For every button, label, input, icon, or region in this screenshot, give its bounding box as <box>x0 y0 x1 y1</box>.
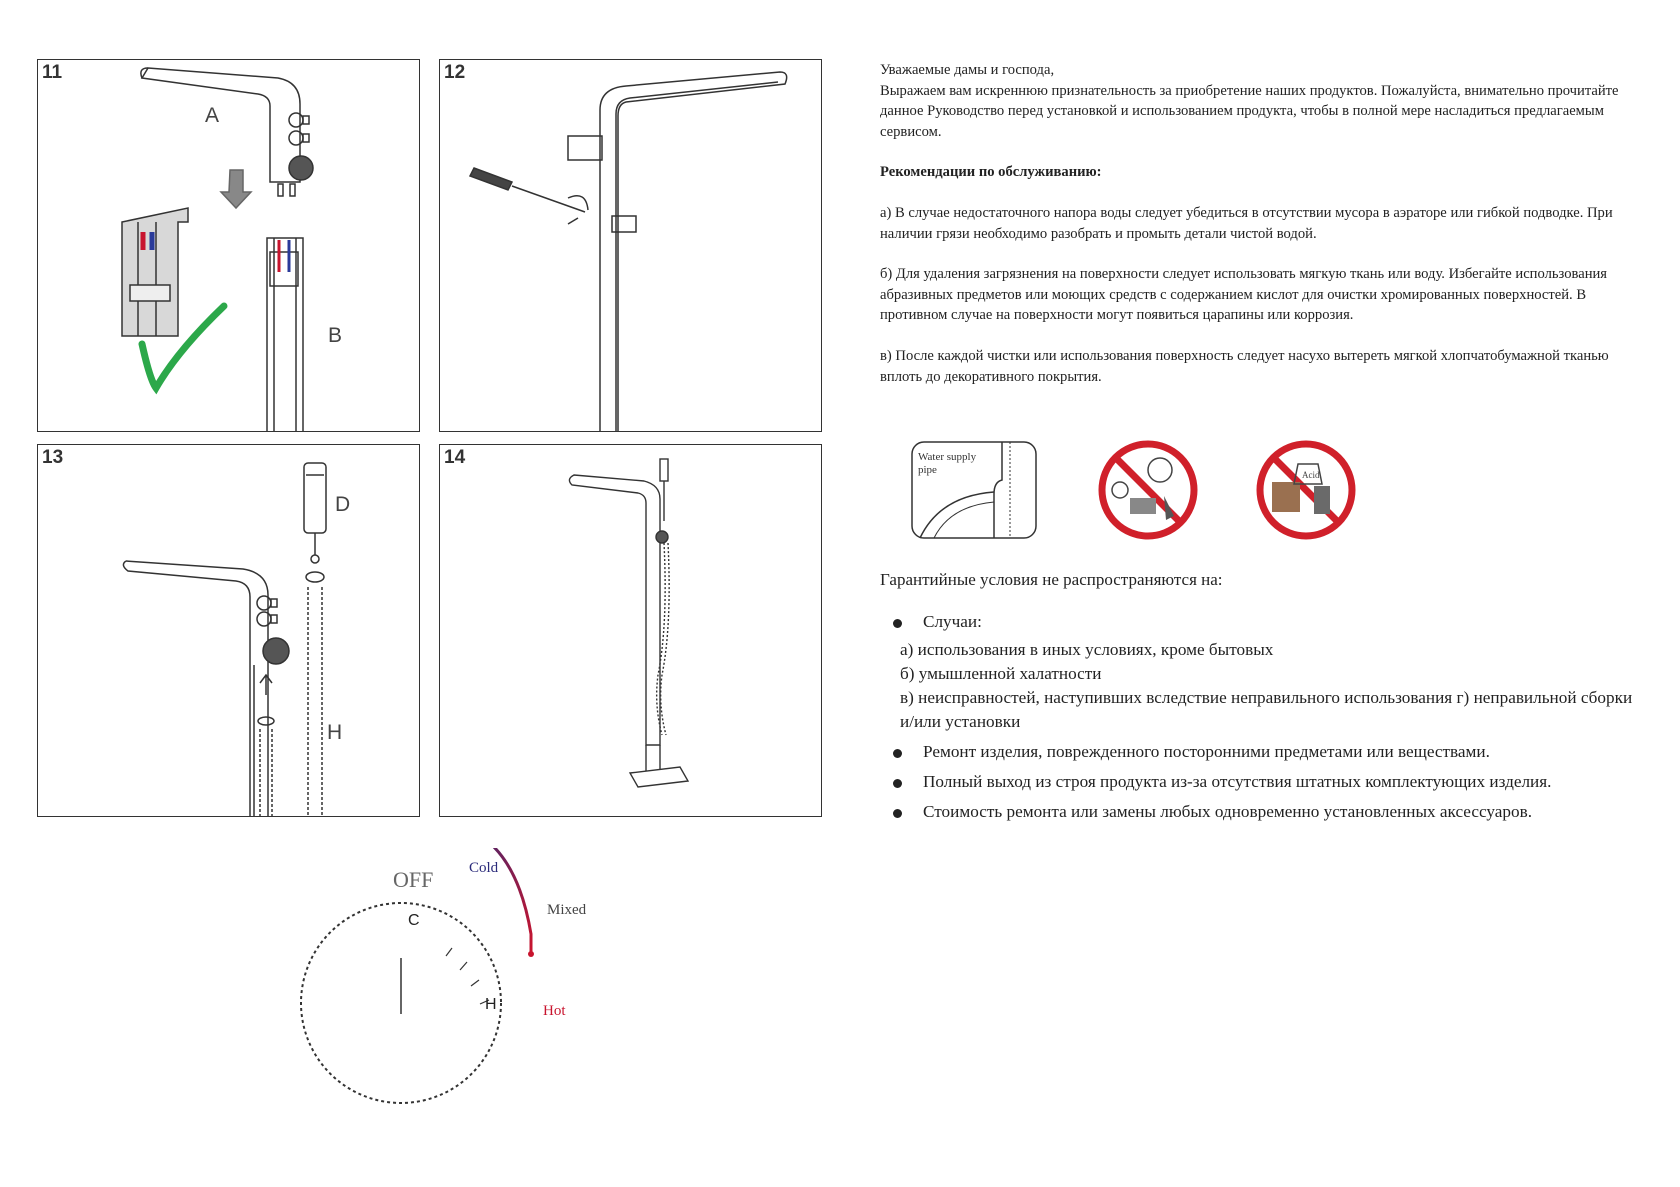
svg-text:pipe: pipe <box>918 464 937 476</box>
warranty-title: Гарантийные условия не распространяются на: <box>880 570 1223 589</box>
maintenance-heading: Рекомендации по обслуживанию: <box>880 164 1102 181</box>
part-label-a: A <box>205 104 220 127</box>
water-supply-pipe-icon <box>912 442 1036 538</box>
screwdriver-fixing-drawing <box>440 60 822 432</box>
warranty-item-4: Стоимость ремонта или замены любых одновременно установленных аксессуаров. <box>880 800 1640 824</box>
care-icons <box>910 440 1360 550</box>
maintenance-text <box>880 60 1640 387</box>
warranty-subitem-c: в) неисправностей, наступивших вследствие неправильного использования г) неправильной сборки и/или установки <box>900 688 1633 731</box>
step-number: 12 <box>444 62 466 83</box>
dial-h-label: H <box>485 996 497 1013</box>
warranty-subitem-a: а) использования в иных условиях, кроме бытовых <box>900 640 1274 659</box>
step-number: 11 <box>42 62 63 83</box>
faucet-assembly-drawing <box>38 60 420 432</box>
warranty-subitem-b: б) умышленной халатности <box>900 664 1102 683</box>
maintenance-item-c: в) После каждой чистки или использования поверхность следует насухо вытереть мягкой хлопчатобумажной тканью вплоть до декоративного покрытия. <box>880 347 1609 385</box>
warranty-item-1: Случаи: <box>880 610 1640 634</box>
no-abrasives-icon <box>1102 444 1194 536</box>
panel-step-12 <box>439 59 822 432</box>
part-label-b: B <box>328 324 343 347</box>
step-number: 13 <box>42 447 64 468</box>
no-acid-icon <box>1260 444 1352 536</box>
installed-faucet-drawing <box>440 445 822 817</box>
dial-cold-label: Cold <box>469 860 499 876</box>
panel-step-11 <box>37 59 420 432</box>
panel-step-13 <box>37 444 420 817</box>
dial-mixed-label: Mixed <box>547 902 587 918</box>
intro-text: Выражаем вам искреннюю признательность за приобретение наших продуктов. Пожалуйста, внимательно прочитайте данное Руководство перед установкой и использованием продукта, чтобы в полной мере насладиться предлагаемым сервисом. <box>880 82 1619 140</box>
hand-shower-connection-drawing <box>38 445 420 817</box>
dial-off-label: OFF <box>393 867 434 892</box>
warranty-item-3: Полный выход из строя продукта из-за отсутствия штатных комплектующих изделия. <box>880 770 1640 794</box>
acid-label: Acid <box>1302 470 1320 480</box>
warranty-list <box>880 610 1640 824</box>
maintenance-item-a: а) В случае недостаточного напора воды следует убедиться в отсутствии мусора в аэраторе или гибкой подводке. При наличии грязи необходимо разобрать и промыть детали чистой водой. <box>880 204 1613 242</box>
bullet-icon <box>893 809 902 818</box>
bullet-icon <box>893 779 902 788</box>
part-label-d: D <box>335 493 351 516</box>
bullet-icon <box>893 619 902 628</box>
step-number: 14 <box>444 447 466 468</box>
greeting: Уважаемые дамы и господа, <box>880 62 1055 78</box>
part-label-h: H <box>327 721 343 744</box>
water-supply-label: Water supply <box>918 451 977 463</box>
maintenance-item-b: б) Для удаления загрязнения на поверхности следует использовать мягкую ткань или воду. Избегайте использования абразивных предметов или моющих средств с содержанием кислот для очистки хромированных поверхностей. В противном случае на поверхности могут появиться царапины или коррозия. <box>880 266 1608 324</box>
panel-step-14 <box>439 444 822 817</box>
dial-c-label: C <box>408 912 420 929</box>
dial-hot-label: Hot <box>543 1003 566 1019</box>
warranty-item-2: Ремонт изделия, поврежденного посторонними предметами или веществами. <box>880 740 1640 764</box>
temperature-dial-diagram <box>295 848 575 1148</box>
bullet-icon <box>893 749 902 758</box>
